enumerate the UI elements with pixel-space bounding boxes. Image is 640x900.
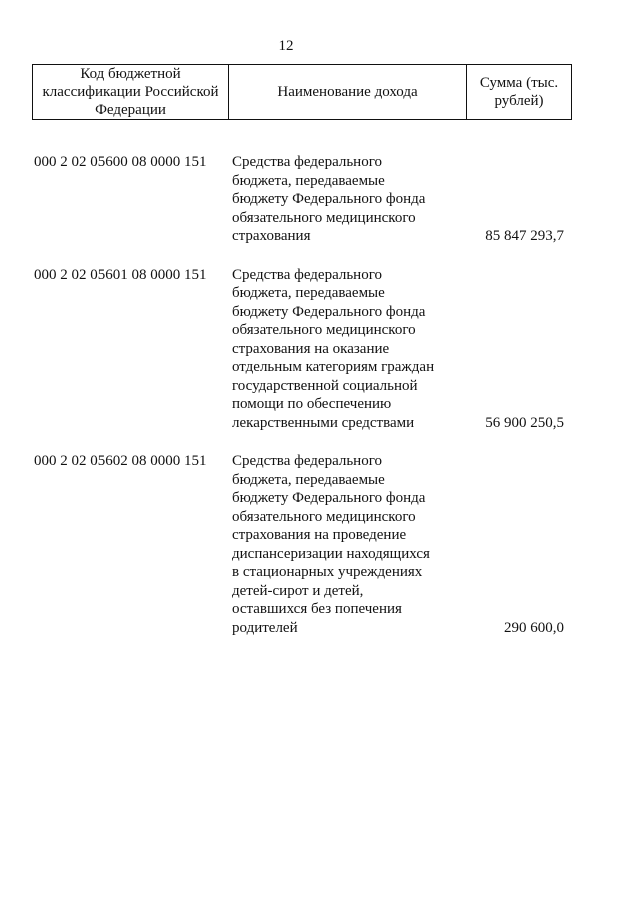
header-name: Наименование дохода xyxy=(229,65,467,119)
row-name: Средства федерального бюджета, передаваемые бюджету Федерального фонда обязательного медицинского страхования на оказание отдельным категориям граждан государственной социальной помощи по обеспечению лекарственными средствами xyxy=(232,266,435,431)
row-sum: 56 900 250,5 xyxy=(485,414,564,431)
page-number: 12 xyxy=(278,38,294,54)
table-body xyxy=(34,153,574,657)
row-sum: 290 600,0 xyxy=(504,619,564,636)
header-code: Код бюджетной классификации Российской Федерации xyxy=(33,65,229,119)
row-name: Средства федерального бюджета, передаваемые бюджету Федерального фонда обязательного медицинского страхования на проведение диспансеризации находящихся в стационарных учреждениях детей-сирот и детей, оставшихся без попечения родителей xyxy=(232,453,430,636)
table-row xyxy=(34,266,574,433)
row-sum: 85 847 293,7 xyxy=(485,228,564,244)
table-row xyxy=(34,153,574,246)
row-code: 000 2 02 05601 08 0000 151 xyxy=(34,266,207,283)
row-code: 000 2 02 05602 08 0000 151 xyxy=(34,453,207,469)
table-row xyxy=(34,452,574,637)
header-sum: Сумма (тыс. рублей) xyxy=(479,75,559,109)
row-code: 000 2 02 05600 08 0000 151 xyxy=(34,154,207,170)
row-name: Средства федерального бюджета, передаваемые бюджету Федерального фонда обязательного медицинского страхования xyxy=(232,154,426,244)
table-header xyxy=(32,64,572,120)
